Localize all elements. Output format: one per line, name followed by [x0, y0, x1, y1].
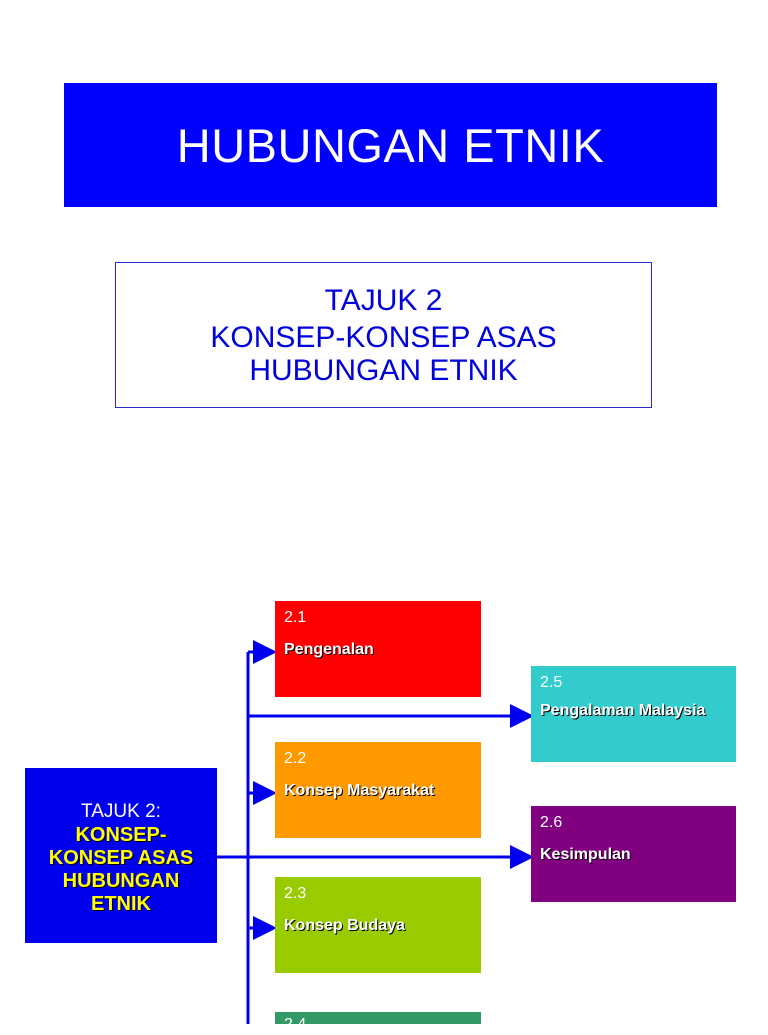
subtitle-line-1: TAJUK 2: [324, 283, 443, 317]
root-label: TAJUK 2:: [81, 800, 161, 822]
node-number: 2.2: [284, 750, 307, 767]
node-name: Kesimpulan: [540, 846, 631, 863]
node-number: 2.4: [284, 1016, 307, 1033]
node-2-1: [275, 601, 481, 697]
subtitle-line-3: HUBUNGAN ETNIK: [249, 353, 518, 387]
root-topic-box: [25, 768, 217, 943]
root-line-3: HUBUNGAN: [62, 869, 180, 892]
node-2-6: [531, 806, 736, 902]
node-2-4: [275, 1012, 481, 1033]
node-number: 2.1: [284, 609, 307, 626]
node-number: 2.5: [540, 674, 563, 691]
root-line-2: KONSEP ASAS: [48, 846, 194, 869]
subtitle-line-2: KONSEP-KONSEP ASAS: [210, 320, 557, 354]
node-2-5: [531, 666, 736, 762]
node-name: Konsep Budaya: [284, 917, 405, 934]
root-line-1: KONSEP-: [75, 823, 167, 846]
root-line-4: ETNIK: [91, 892, 151, 915]
node-name: Pengenalan: [284, 641, 374, 658]
node-name: Konsep Masyarakat: [284, 782, 435, 799]
node-number: 2.6: [540, 814, 563, 831]
node-number: 2.3: [284, 885, 307, 902]
page-title: HUBUNGAN ETNIK: [176, 118, 605, 172]
node-2-2: [275, 742, 481, 838]
node-name: Pengalaman Malaysia: [540, 702, 706, 719]
node-2-3: [275, 877, 481, 973]
